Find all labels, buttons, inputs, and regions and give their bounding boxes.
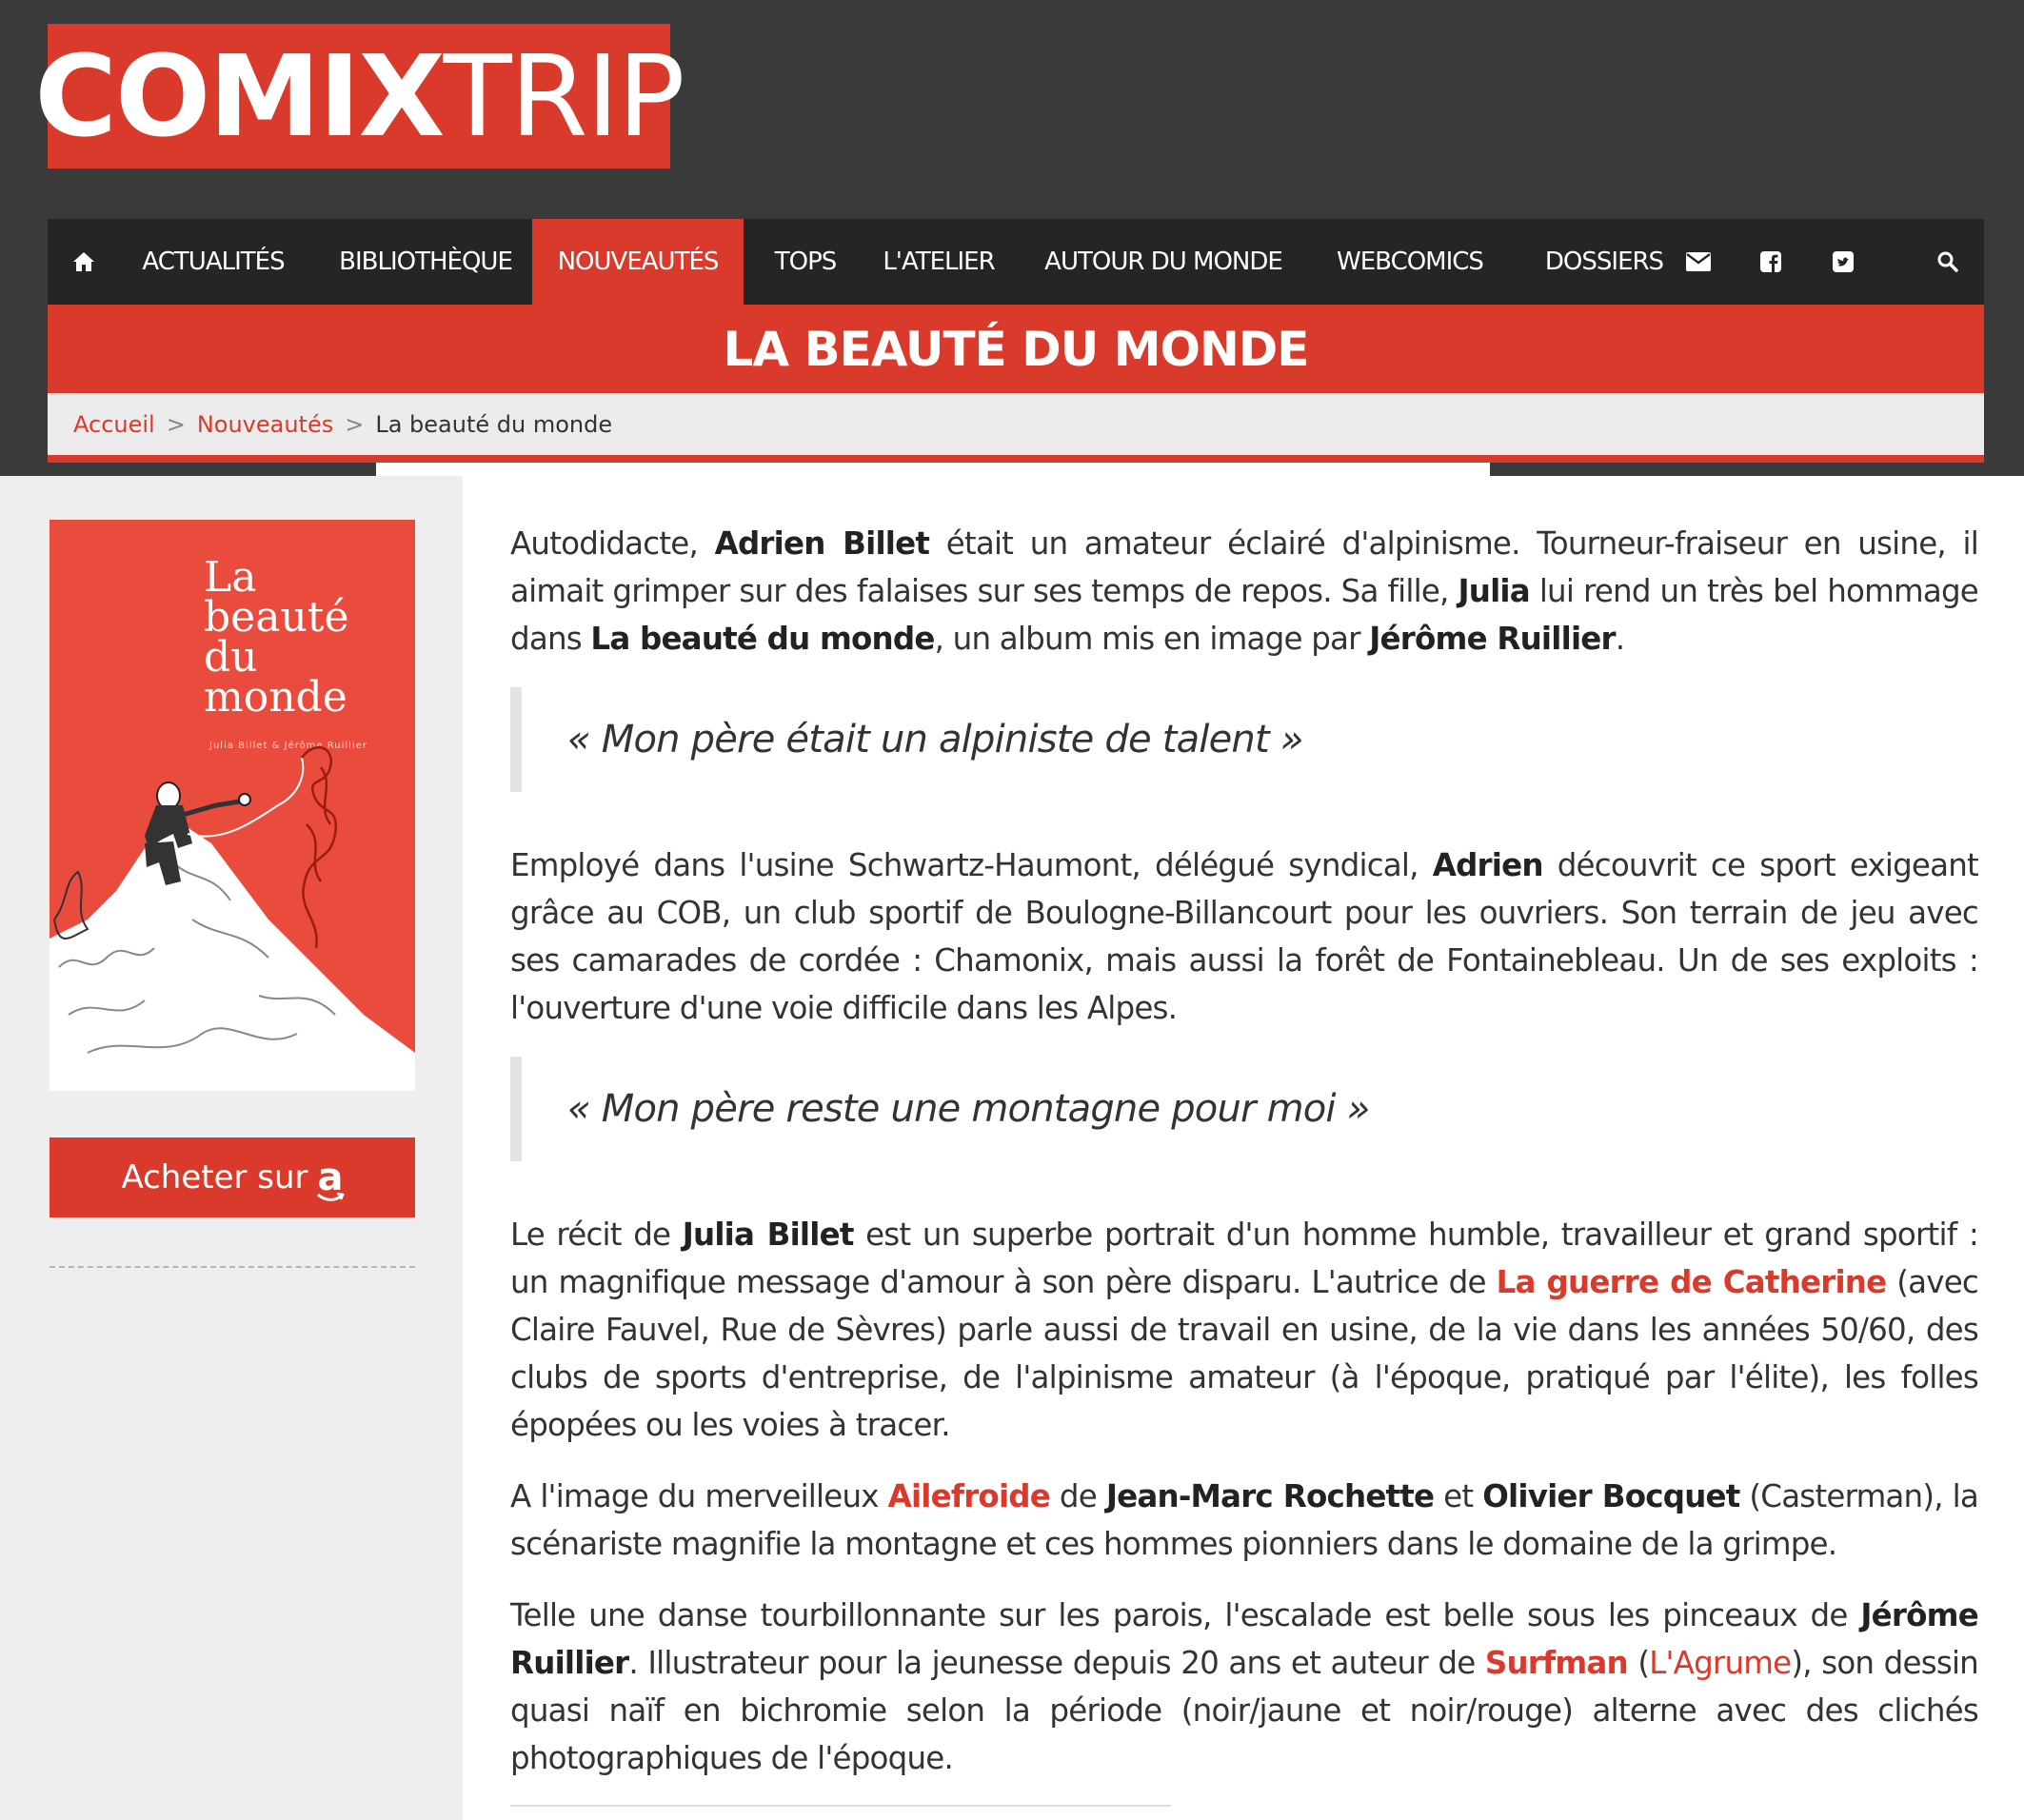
article-paragraph-1 xyxy=(510,520,1978,663)
cover-authors: Julia Billet & Jérôme Ruillier xyxy=(209,741,367,751)
amazon-glyph: a xyxy=(317,1156,344,1199)
text: Telle une danse tourbillonnante sur les parois, l'escalade est belle sous les pinceaux de xyxy=(510,1597,1861,1633)
quote-text: « Mon père reste une montagne pour moi » xyxy=(567,1087,1370,1131)
text: Employé dans l'usine Schwartz-Haumont, délégué syndical, xyxy=(510,847,1433,883)
author-name: Adrien Billet xyxy=(714,525,930,562)
cover-title-line: beauté xyxy=(204,593,349,642)
text: A l'image du merveilleux xyxy=(510,1478,888,1514)
text: et xyxy=(1434,1478,1483,1514)
text: Le récit de xyxy=(510,1217,683,1253)
author-name: Julia Billet xyxy=(682,1217,854,1253)
text: Autodidacte, xyxy=(510,525,715,562)
article-paragraph-3 xyxy=(510,1211,1978,1449)
nav-item-autour-du-monde[interactable]: AUTOUR DU MONDE xyxy=(1044,247,1282,276)
facebook-icon[interactable] xyxy=(1742,219,1799,305)
publisher-link-lagrume[interactable]: L'Agrume xyxy=(1649,1645,1792,1681)
search-icon[interactable] xyxy=(1919,219,1976,305)
book-title: La beauté du monde xyxy=(590,621,935,657)
text: ( xyxy=(1627,1645,1650,1681)
home-icon[interactable] xyxy=(55,219,112,305)
cover-title-line: La xyxy=(204,553,257,602)
nav-item-webcomics[interactable]: WEBCOMICS xyxy=(1337,247,1483,276)
text: . xyxy=(1615,621,1625,657)
text: ), son dessin quasi naïf en bichromie selon la période (noir/jaune et noir/rouge) alterne avec des clichés photographiques de l'époque. xyxy=(510,1645,1978,1776)
page-title-text: LA BEAUTÉ DU MONDE xyxy=(723,321,1309,377)
buy-on-amazon-button[interactable] xyxy=(50,1138,415,1217)
breadcrumb-underline xyxy=(48,455,1984,463)
logo-part1: COMIX xyxy=(34,30,444,162)
main-nav xyxy=(48,219,1984,305)
content-separator xyxy=(510,1805,1171,1807)
text: lui rend un très bel hommage dans xyxy=(510,573,1978,657)
buy-button-label: Acheter sur xyxy=(121,1158,308,1197)
text: est un superbe portrait d'un homme humble, travailleur et grand sportif : un magnifique message d'amour à son père disparu. L'autrice de xyxy=(510,1217,1978,1300)
text: (avec Claire Fauvel, Rue de Sèvres) parle aussi de travail en usine, de la vie dans les années 50/60, des clubs de sports d'entreprise, de l'alpinisme amateur (à l'époque, pratiqué par l'élite), les folles épopées ou les voies à tracer. xyxy=(510,1264,1978,1443)
book-link-ailefroide[interactable]: Ailefroide xyxy=(887,1478,1051,1514)
text: . Illustrateur pour la jeunesse depuis 20 ans et auteur de xyxy=(628,1645,1485,1681)
cover-title-line: monde xyxy=(204,673,347,722)
author-name: Jean-Marc Rochette xyxy=(1105,1478,1435,1514)
amazon-icon xyxy=(318,1156,344,1199)
pull-quote-2 xyxy=(510,1057,1990,1161)
nav-item-tops[interactable]: TOPS xyxy=(774,247,837,276)
text: de xyxy=(1050,1478,1106,1514)
twitter-icon[interactable] xyxy=(1815,219,1872,305)
text: , un album mis en image par xyxy=(934,621,1370,657)
logo-part2: TRIP xyxy=(443,30,684,162)
text: était un amateur éclairé d'alpinisme. Tourneur-fraiseur en usine, il aimait grimper sur des falaises sur ses temps de repos. Sa fille, xyxy=(510,525,1978,609)
cover-illustration xyxy=(50,520,415,1091)
mail-icon[interactable] xyxy=(1670,219,1727,305)
book-cover[interactable] xyxy=(50,520,415,1091)
pull-quote-1 xyxy=(510,687,1990,792)
book-link-la-guerre-de-catherine[interactable]: La guerre de Catherine xyxy=(1496,1264,1887,1300)
breadcrumb-current: La beauté du monde xyxy=(375,410,613,438)
book-link-surfman[interactable]: Surfman xyxy=(1484,1645,1628,1681)
cover-title-line: du xyxy=(204,633,258,682)
nav-item-atelier[interactable]: L'ATELIER xyxy=(883,247,995,276)
quote-text: « Mon père était un alpiniste de talent » xyxy=(567,718,1303,762)
breadcrumb-separator: > xyxy=(345,410,365,438)
text: (Casterman), la scénariste magnifie la montagne et ces hommes pionniers dans le domaine de la grimpe. xyxy=(510,1478,1978,1562)
person-name: Julia xyxy=(1458,573,1530,609)
nav-item-nouveautes[interactable]: NOUVEAUTÉS xyxy=(532,219,744,305)
sidebar-separator xyxy=(50,1266,415,1268)
nav-item-actualites[interactable]: ACTUALITÉS xyxy=(142,247,285,276)
content-top-strip xyxy=(376,463,1490,476)
person-name: Adrien xyxy=(1432,847,1543,883)
article-paragraph-2 xyxy=(510,841,1978,1032)
text: découvrit ce sport exigeant grâce au COB, un club sportif de Boulogne-Billancourt pour les ouvriers. Son terrain de jeu avec ses camarades de cordée : Chamonix, mais aussi la forêt de Fontainebleau. Un de ses exploits : l'ouverture d'une voie difficile dans les Alpes. xyxy=(510,847,1978,1026)
illustrator-name: Jérôme Ruillier xyxy=(1369,621,1616,657)
site-logo[interactable] xyxy=(34,24,684,168)
breadcrumb xyxy=(48,393,1984,455)
breadcrumb-home-link[interactable]: Accueil xyxy=(73,410,155,438)
breadcrumb-separator: > xyxy=(166,410,186,438)
breadcrumb-section-link[interactable]: Nouveautés xyxy=(196,410,334,438)
nav-item-dossiers[interactable]: DOSSIERS xyxy=(1544,247,1664,276)
page-title xyxy=(48,305,1984,393)
illustrator-name: Jérôme Ruillier xyxy=(510,1597,1978,1681)
author-name: Olivier Bocquet xyxy=(1482,1478,1740,1514)
cover-publisher: L'AGRUME xyxy=(211,1058,261,1069)
article-paragraph-5 xyxy=(510,1592,1978,1782)
article-paragraph-4 xyxy=(510,1473,1978,1568)
nav-item-bibliotheque[interactable]: BIBLIOTHÈQUE xyxy=(339,247,512,276)
